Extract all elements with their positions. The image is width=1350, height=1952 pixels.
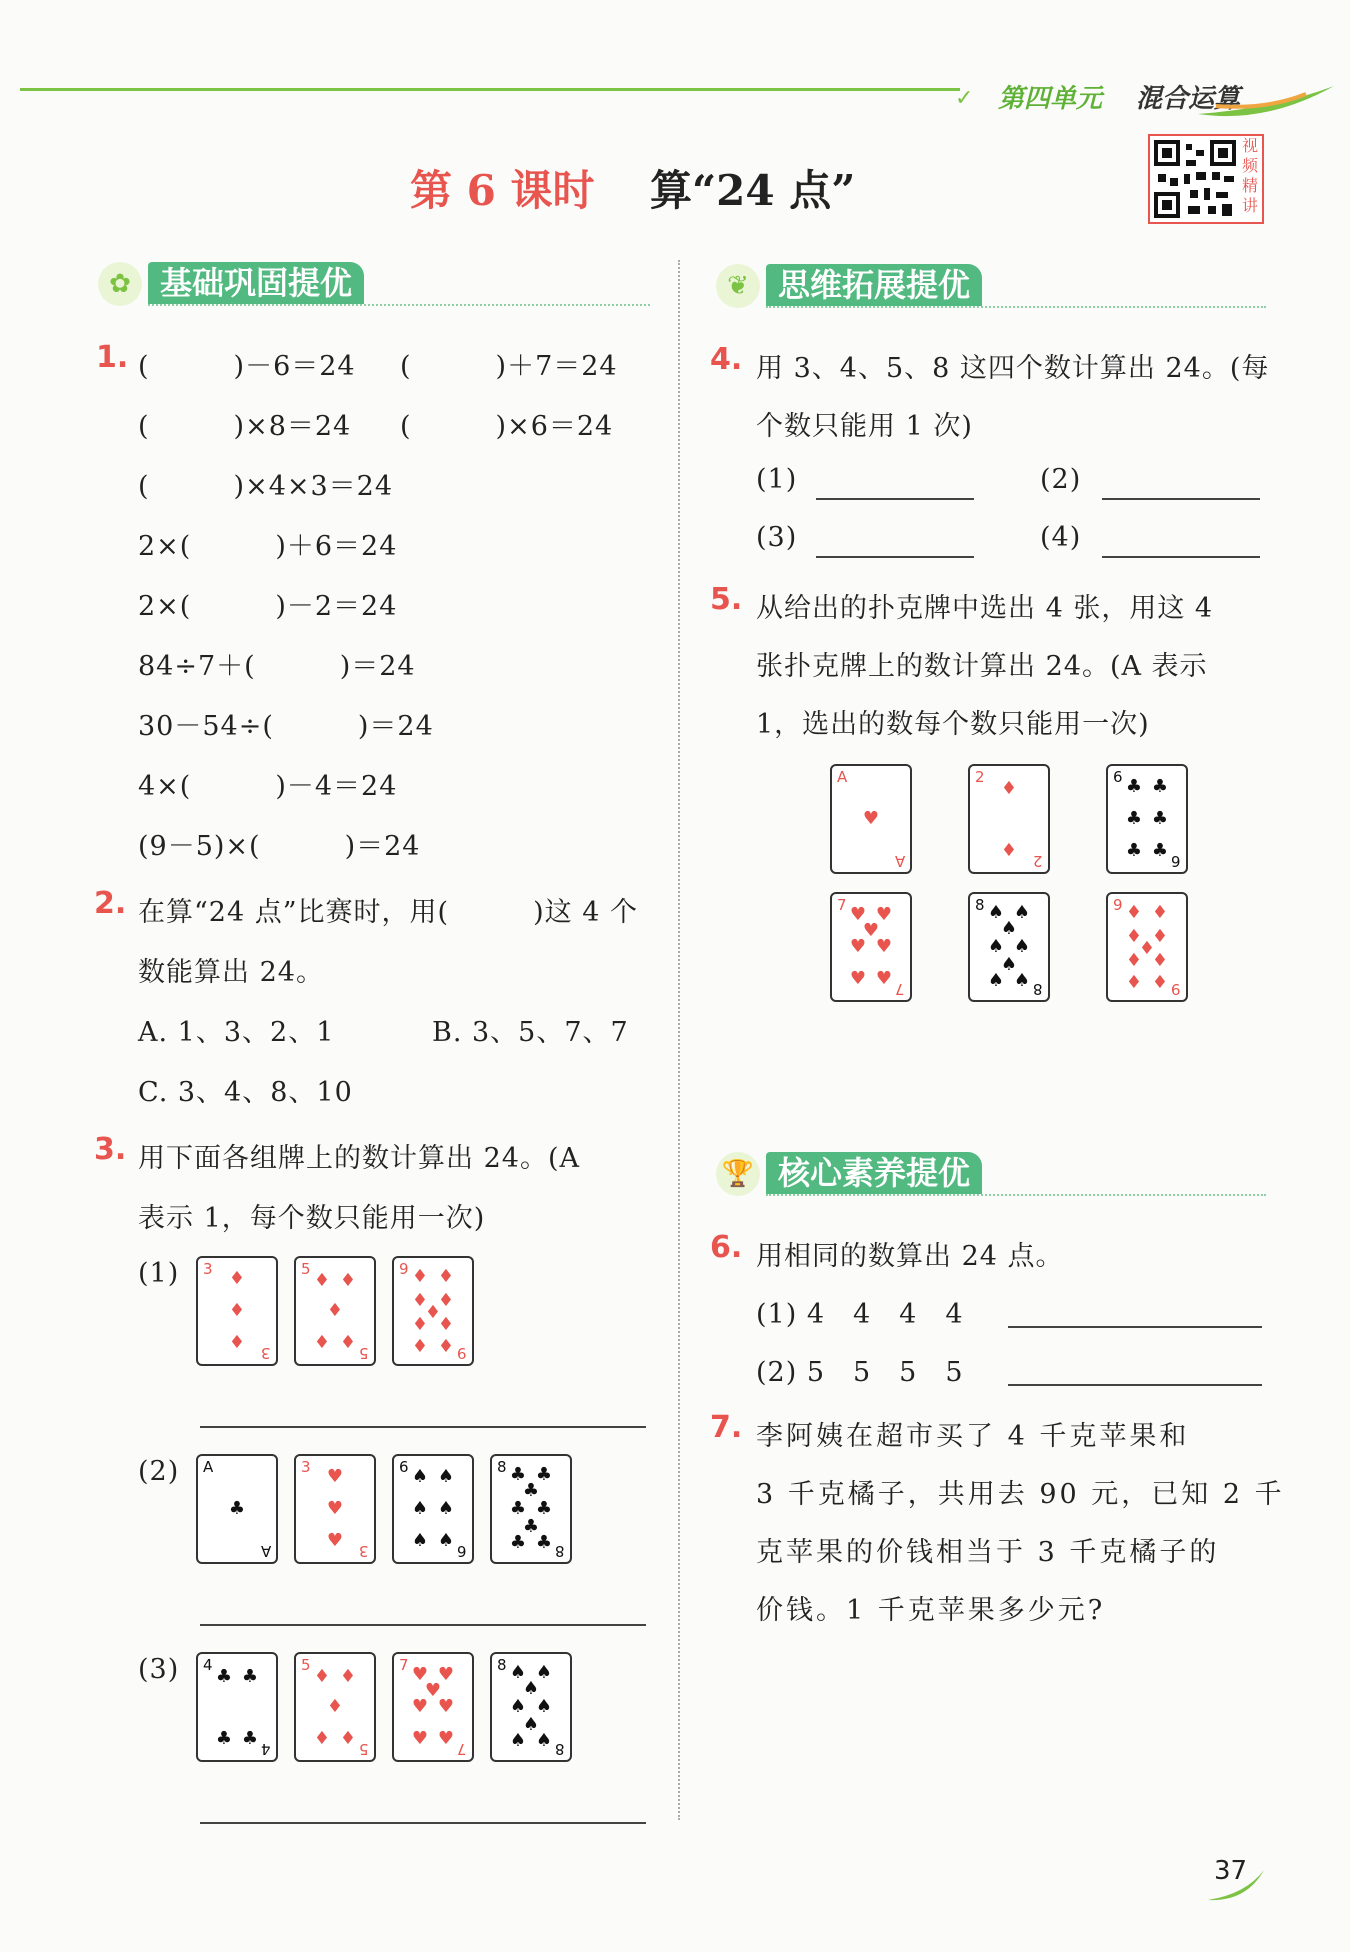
- diamond-suit-icon: ♦: [1125, 972, 1143, 993]
- section-basic-title: 基础巩固提优: [148, 262, 364, 304]
- heart-suit-icon: ♥: [411, 1696, 429, 1717]
- diamond-suit-icon: ♦: [228, 1268, 246, 1289]
- diamond-suit-icon: ♦: [228, 1300, 246, 1321]
- q3-sub-label: (2): [138, 1456, 180, 1487]
- q4-sub-label: (3): [756, 522, 798, 553]
- qr-code-icon[interactable]: [1148, 134, 1242, 224]
- q2-option-c[interactable]: C. 3、4、8、10: [138, 1077, 353, 1108]
- q1-line: ( )×6＝24: [400, 411, 614, 442]
- q4-sub-label: (1): [756, 464, 798, 495]
- playing-card[interactable]: [392, 1454, 474, 1564]
- spade-suit-icon: ♠: [535, 1696, 553, 1717]
- card-rank: 3: [261, 1344, 271, 1362]
- q7-text: 价钱。1 千克苹果多少元?: [756, 1595, 1106, 1626]
- playing-card[interactable]: [392, 1256, 474, 1366]
- spade-suit-icon: ♠: [509, 1696, 527, 1717]
- club-suit-icon: ♣: [241, 1666, 259, 1687]
- q4-text: 用 3、4、5、8 这四个数计算出 24。(每: [756, 353, 1270, 384]
- q1-line: 2×( )－2＝24: [138, 591, 398, 622]
- club-suit-icon: ♣: [1151, 776, 1169, 797]
- card-rank: 4: [203, 1656, 213, 1674]
- question-number: 7.: [710, 1410, 743, 1445]
- club-suit-icon: ♣: [1151, 808, 1169, 829]
- playing-card[interactable]: [1106, 892, 1188, 1002]
- answer-line[interactable]: [200, 1822, 646, 1824]
- sprout-icon: ❦: [716, 264, 760, 308]
- spade-suit-icon: ♠: [987, 936, 1005, 957]
- heart-suit-icon: ♥: [849, 968, 867, 989]
- question-number: 4.: [710, 342, 743, 377]
- question-number: 6.: [710, 1230, 743, 1265]
- section-rule: [766, 306, 1266, 308]
- diamond-suit-icon: ♦: [313, 1270, 331, 1291]
- section-basic-header: [98, 262, 650, 304]
- spade-suit-icon: ♠: [509, 1730, 527, 1751]
- q1-line: (9－5)×( )＝24: [138, 831, 421, 862]
- heart-suit-icon: ♥: [849, 904, 867, 925]
- trophy-icon: 🏆: [716, 1152, 760, 1196]
- diamond-suit-icon: ♦: [1151, 902, 1169, 923]
- spade-suit-icon: ♠: [535, 1730, 553, 1751]
- diamond-suit-icon: ♦: [411, 1314, 429, 1335]
- card-rank: A: [260, 1542, 271, 1560]
- lesson-number: 第 6 课时: [410, 166, 595, 215]
- q1-line: 2×( )＋6＝24: [138, 531, 398, 562]
- card-rank: 7: [837, 896, 847, 914]
- playing-card[interactable]: [294, 1652, 376, 1762]
- heart-suit-icon: ♥: [862, 808, 880, 829]
- heart-suit-icon: ♥: [875, 904, 893, 925]
- diamond-suit-icon: ♦: [424, 1302, 442, 1323]
- diamond-suit-icon: ♦: [339, 1666, 357, 1687]
- heart-suit-icon: ♥: [326, 1498, 344, 1519]
- playing-card[interactable]: [830, 892, 912, 1002]
- diamond-suit-icon: ♦: [1151, 950, 1169, 971]
- diamond-suit-icon: ♦: [339, 1332, 357, 1353]
- club-suit-icon: ♣: [1125, 776, 1143, 797]
- q6-row: (1) 4 4 4 4: [756, 1299, 964, 1330]
- heart-suit-icon: ♥: [411, 1664, 429, 1685]
- spade-suit-icon: ♠: [437, 1530, 455, 1551]
- q1-line: ( )＋7＝24: [400, 351, 618, 382]
- card-rank: 2: [1033, 852, 1043, 870]
- playing-card[interactable]: [392, 1652, 474, 1762]
- section-core-title: 核心素养提优: [766, 1152, 982, 1194]
- card-rank: 8: [555, 1542, 565, 1560]
- q4-text: 个数只能用 1 次): [756, 411, 973, 442]
- card-rank: 5: [359, 1344, 369, 1362]
- playing-card[interactable]: [196, 1454, 278, 1564]
- card-rank: 6: [1113, 768, 1123, 786]
- answer-line[interactable]: [200, 1624, 646, 1626]
- answer-line[interactable]: [1008, 1326, 1262, 1328]
- card-rank: 9: [399, 1260, 409, 1278]
- heart-suit-icon: ♥: [437, 1696, 455, 1717]
- question-number: 2.: [94, 886, 127, 921]
- diamond-suit-icon: ♦: [313, 1666, 331, 1687]
- heart-suit-icon: ♥: [849, 936, 867, 957]
- card-rank: 8: [497, 1458, 507, 1476]
- card-rank: 3: [301, 1458, 311, 1476]
- unit-label: 第四单元: [998, 84, 1103, 114]
- heart-suit-icon: ♥: [862, 920, 880, 941]
- q3-sub-label: (3): [138, 1654, 180, 1685]
- spade-suit-icon: ♠: [437, 1466, 455, 1487]
- section-thinking-title: 思维拓展提优: [766, 264, 982, 306]
- club-suit-icon: ♣: [215, 1728, 233, 1749]
- diamond-suit-icon: ♦: [437, 1290, 455, 1311]
- playing-card[interactable]: [968, 764, 1050, 874]
- spade-suit-icon: ♠: [987, 970, 1005, 991]
- spade-suit-icon: ♠: [1000, 954, 1018, 975]
- spade-suit-icon: ♠: [437, 1498, 455, 1519]
- club-suit-icon: ♣: [535, 1532, 553, 1553]
- spade-suit-icon: ♠: [411, 1466, 429, 1487]
- section-rule: [766, 1194, 1266, 1196]
- q6-row: (2) 5 5 5 5: [756, 1357, 964, 1388]
- diamond-suit-icon: ♦: [1000, 840, 1018, 861]
- q4-sub-label: (4): [1040, 522, 1082, 553]
- playing-card[interactable]: [1106, 764, 1188, 874]
- unit-title: 混合运算: [1136, 84, 1241, 114]
- spade-suit-icon: ♠: [535, 1662, 553, 1683]
- diamond-suit-icon: ♦: [313, 1332, 331, 1353]
- club-suit-icon: ♣: [535, 1498, 553, 1519]
- q5-text: 1，选出的数每个数只能用一次): [756, 709, 1150, 740]
- q5-text: 从给出的扑克牌中选出 4 张，用这 4: [756, 593, 1214, 624]
- spade-suit-icon: ♠: [411, 1530, 429, 1551]
- playing-card[interactable]: [830, 764, 912, 874]
- playing-card[interactable]: [294, 1256, 376, 1366]
- card-rank: 6: [457, 1542, 467, 1560]
- q1-line: ( )×8＝24: [138, 411, 352, 442]
- club-suit-icon: ♣: [535, 1464, 553, 1485]
- swoosh-decoration-icon: [1196, 84, 1336, 124]
- card-rank: 9: [1113, 896, 1123, 914]
- club-suit-icon: ♣: [1125, 808, 1143, 829]
- q7-text: 3 千克橘子，共用去 90 元，已知 2 千: [756, 1479, 1285, 1510]
- q3-text: 表示 1，每个数只能用一次): [138, 1203, 486, 1234]
- section-thinking-header: [716, 264, 1266, 306]
- club-suit-icon: ♣: [522, 1480, 540, 1501]
- card-rank: 3: [203, 1260, 213, 1278]
- spade-suit-icon: ♠: [1013, 902, 1031, 923]
- spade-suit-icon: ♠: [509, 1662, 527, 1683]
- spade-suit-icon: ♠: [411, 1498, 429, 1519]
- spade-suit-icon: ♠: [522, 1714, 540, 1735]
- card-rank: 7: [457, 1740, 467, 1758]
- diamond-suit-icon: ♦: [313, 1728, 331, 1749]
- answer-line[interactable]: [1102, 498, 1260, 500]
- club-suit-icon: ♣: [509, 1464, 527, 1485]
- heart-suit-icon: ♥: [875, 936, 893, 957]
- card-rank: 9: [457, 1344, 467, 1362]
- card-rank: 7: [895, 980, 905, 998]
- card-rank: 8: [1033, 980, 1043, 998]
- club-suit-icon: ♣: [228, 1498, 246, 1519]
- q1-line: ( )－6＝24: [138, 351, 356, 382]
- club-suit-icon: ♣: [522, 1516, 540, 1537]
- diamond-suit-icon: ♦: [411, 1336, 429, 1357]
- checkmark-icon: ✓: [955, 86, 974, 111]
- diamond-suit-icon: ♦: [437, 1336, 455, 1357]
- diamond-suit-icon: ♦: [437, 1266, 455, 1287]
- spade-suit-icon: ♠: [1013, 936, 1031, 957]
- spade-suit-icon: ♠: [987, 902, 1005, 923]
- card-rank: 5: [359, 1740, 369, 1758]
- diamond-suit-icon: ♦: [411, 1290, 429, 1311]
- diamond-suit-icon: ♦: [1125, 902, 1143, 923]
- q1-line: 84÷7＋( )＝24: [138, 651, 416, 682]
- card-rank: 5: [301, 1260, 311, 1278]
- playing-card[interactable]: [196, 1256, 278, 1366]
- club-suit-icon: ♣: [1125, 840, 1143, 861]
- q6-text: 用相同的数算出 24 点。: [756, 1241, 1064, 1272]
- club-suit-icon: ♣: [1151, 840, 1169, 861]
- section-core-header: [716, 1152, 1266, 1194]
- q7-text: 克苹果的价钱相当于 3 千克橘子的: [756, 1537, 1220, 1568]
- answer-line[interactable]: [816, 556, 974, 558]
- playing-card[interactable]: [490, 1652, 572, 1762]
- spade-suit-icon: ♠: [1013, 970, 1031, 991]
- answer-line[interactable]: [816, 498, 974, 500]
- diamond-suit-icon: ♦: [326, 1696, 344, 1717]
- diamond-suit-icon: ♦: [1151, 926, 1169, 947]
- q1-line: ( )×4×3＝24: [138, 471, 394, 502]
- club-suit-icon: ♣: [509, 1498, 527, 1519]
- answer-line[interactable]: [1008, 1384, 1262, 1386]
- heart-suit-icon: ♥: [437, 1728, 455, 1749]
- club-suit-icon: ♣: [215, 1666, 233, 1687]
- diamond-suit-icon: ♦: [1138, 938, 1156, 959]
- question-number: 1.: [96, 340, 129, 375]
- diamond-suit-icon: ♦: [1000, 778, 1018, 799]
- column-divider: [678, 260, 680, 1820]
- playing-card[interactable]: [196, 1652, 278, 1762]
- diamond-suit-icon: ♦: [437, 1314, 455, 1335]
- spade-suit-icon: ♠: [1000, 918, 1018, 939]
- card-rank: 5: [301, 1656, 311, 1674]
- q3-sub-label: (1): [138, 1258, 180, 1289]
- diamond-suit-icon: ♦: [228, 1332, 246, 1353]
- answer-line[interactable]: [1102, 556, 1260, 558]
- club-suit-icon: ♣: [241, 1728, 259, 1749]
- diamond-suit-icon: ♦: [1125, 950, 1143, 971]
- playing-card[interactable]: [294, 1454, 376, 1564]
- diamond-suit-icon: ♦: [326, 1300, 344, 1321]
- card-rank: 9: [1171, 980, 1181, 998]
- q1-line: 4×( )－4＝24: [138, 771, 398, 802]
- card-rank: 4: [261, 1740, 271, 1758]
- q2-text: 在算“24 点”比赛时，用( )这 4 个: [138, 897, 638, 928]
- card-rank: 3: [359, 1542, 369, 1560]
- q4-sub-label: (2): [1040, 464, 1082, 495]
- heart-suit-icon: ♥: [424, 1680, 442, 1701]
- card-rank: A: [894, 852, 905, 870]
- card-rank: 8: [497, 1656, 507, 1674]
- question-number: 5.: [710, 582, 743, 617]
- heart-suit-icon: ♥: [326, 1466, 344, 1487]
- gear-leaf-icon: ✿: [98, 262, 142, 306]
- diamond-suit-icon: ♦: [1151, 972, 1169, 993]
- page-number: 37: [1214, 1856, 1248, 1886]
- heart-suit-icon: ♥: [326, 1530, 344, 1551]
- card-rank: 8: [555, 1740, 565, 1758]
- diamond-suit-icon: ♦: [411, 1266, 429, 1287]
- q3-text: 用下面各组牌上的数计算出 24。(A: [138, 1143, 580, 1174]
- heart-suit-icon: ♥: [411, 1728, 429, 1749]
- card-rank: 2: [975, 768, 985, 786]
- diamond-suit-icon: ♦: [339, 1270, 357, 1291]
- card-rank: 8: [975, 896, 985, 914]
- club-suit-icon: ♣: [509, 1532, 527, 1553]
- q1-line: 30－54÷( )＝24: [138, 711, 434, 742]
- qr-video-tag: 视频精讲: [1238, 134, 1264, 224]
- card-rank: 6: [1171, 852, 1181, 870]
- playing-card[interactable]: [490, 1454, 572, 1564]
- diamond-suit-icon: ♦: [1125, 926, 1143, 947]
- q5-text: 张扑克牌上的数计算出 24。(A 表示: [756, 651, 1208, 682]
- card-rank: A: [203, 1458, 214, 1476]
- q2-option-a[interactable]: A. 1、3、2、1: [138, 1017, 335, 1048]
- card-rank: 6: [399, 1458, 409, 1476]
- lesson-topic: 算“24 点”: [650, 166, 856, 215]
- q2-option-b[interactable]: B. 3、5、7、7: [432, 1017, 629, 1048]
- question-number: 3.: [94, 1132, 127, 1167]
- section-rule: [148, 304, 650, 306]
- card-rank: 7: [399, 1656, 409, 1674]
- diamond-suit-icon: ♦: [339, 1728, 357, 1749]
- header-rule: [20, 88, 960, 91]
- q7-text: 李阿姨在超市买了 4 千克苹果和: [756, 1421, 1190, 1452]
- answer-line[interactable]: [200, 1426, 646, 1428]
- heart-suit-icon: ♥: [875, 968, 893, 989]
- playing-card[interactable]: [968, 892, 1050, 1002]
- q2-text: 数能算出 24。: [138, 957, 324, 988]
- card-rank: A: [837, 768, 848, 786]
- heart-suit-icon: ♥: [437, 1664, 455, 1685]
- spade-suit-icon: ♠: [522, 1678, 540, 1699]
